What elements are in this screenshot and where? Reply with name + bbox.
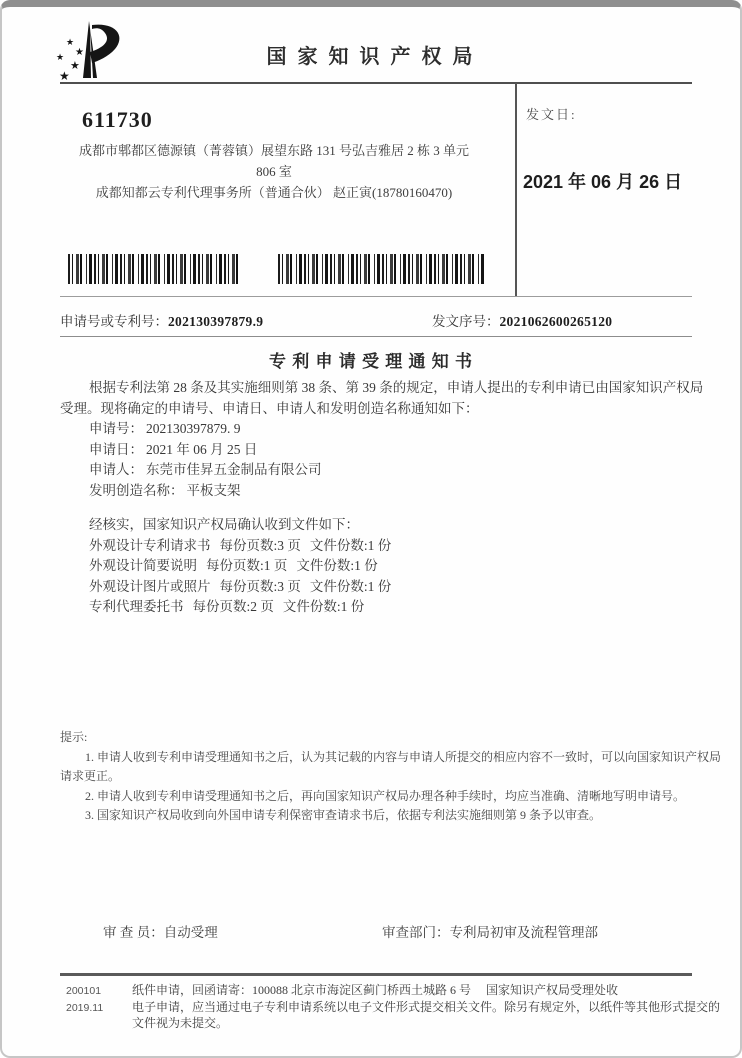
field-invention-title <box>60 481 712 502</box>
examiner-field <box>103 921 218 941</box>
form-code-date: 2019.11 <box>66 1001 104 1014</box>
field-label: 申请日： <box>89 441 143 457</box>
field-applicant <box>60 460 712 481</box>
doc-copies: 文件份数:1 份 <box>309 537 392 553</box>
form-code: 200101 <box>66 985 102 997</box>
field-label: 发明创造名称： <box>89 482 184 498</box>
department-field <box>382 921 598 941</box>
field-label: 申请人： <box>89 462 143 477</box>
barcode-application-number <box>68 254 238 284</box>
serial-number-value: 2021062600265120 <box>499 314 613 329</box>
issue-date-label: 发文日: <box>526 107 577 122</box>
document-body <box>60 378 712 618</box>
postal-code: 611730 <box>82 107 153 132</box>
svg-text:★: ★ <box>70 59 80 72</box>
note-3: 3. 国家知识产权局收到向外国申请专利保密审查请求书后，依据专利法实施细则第 9 条予以审查。 <box>85 808 602 822</box>
doc-name: 外观设计简要说明 <box>89 558 197 573</box>
svg-text:★: ★ <box>56 53 65 63</box>
intro-paragraph-line-2: 受理。现将确定的申请号、申请日、申请人和发明创造名称通知如下： <box>60 400 479 416</box>
note-1-line-1: 1. 申请人收到专利申请受理通知书之后，认为其记载的内容与申请人所提交的相应内容不一致时，可以向国家知识产权局 <box>85 749 722 764</box>
received-document-row <box>60 556 712 577</box>
field-application-date <box>60 440 712 461</box>
serial-number-label: 发文序号： <box>432 314 500 329</box>
note-1-line-2: 请求更正。 <box>60 769 121 783</box>
field-value: 平板支架 <box>186 482 241 498</box>
footer-divider <box>60 973 692 976</box>
doc-pages: 每份页数:2 页 <box>192 599 274 614</box>
examiner-label: 审 查 员： <box>103 925 164 940</box>
department-value: 专利局初审及流程管理部 <box>449 925 598 940</box>
received-document-row <box>60 577 712 598</box>
application-number-value: 202130397879.9 <box>168 314 264 329</box>
field-value: 2021 年 06 月 25 日 <box>146 441 258 457</box>
issue-date-value: 2021 年 06 月 26 日 <box>523 172 683 192</box>
doc-name: 专利代理委托书 <box>89 599 184 614</box>
department-label: 审查部门： <box>382 925 450 940</box>
org-title: 国 家 知 识 产 权 局 <box>266 46 476 68</box>
doc-pages: 每份页数:3 页 <box>219 578 301 594</box>
agency-line: 成都知都云专利代理事务所（普通合伙） 赵正寅(18780160470) <box>95 185 453 200</box>
document-title: 专 利 申 请 受 理 通 知 书 <box>269 352 473 371</box>
address-line-1: 成都市郫都区德源镇（菁蓉镇）展望东路 131 号弘吉雅居 2 栋 3 单元 <box>78 143 469 158</box>
footer-line-1: 纸件申请，回函请寄：100088 北京市海淀区蓟门桥西土城路 6 号 国家知识产权局受理处收 <box>132 983 619 997</box>
barcode-serial-number <box>278 254 486 284</box>
svg-text:★: ★ <box>59 69 70 83</box>
received-document-row <box>60 536 712 557</box>
footer-line-3: 文件视为未提交。 <box>132 1016 229 1030</box>
doc-copies: 文件份数:1 份 <box>309 578 392 594</box>
notes-section <box>60 728 722 826</box>
header-divider <box>60 82 692 84</box>
recipient-address <box>60 140 488 203</box>
footer-instructions <box>132 982 720 1032</box>
field-value: 202130397879. 9 <box>146 421 241 436</box>
field-label: 申请号： <box>89 421 143 436</box>
footer-line-2: 电子申请，应当通过电子专利申请系统以电子文件形式提交相关文件。除另有规定外，以纸件等其他形式提交的 <box>132 999 721 1014</box>
numbers-section-divider <box>60 336 692 337</box>
doc-copies: 文件份数:1 份 <box>296 558 378 573</box>
examiner-value: 自动受理 <box>163 925 218 940</box>
application-number-label: 申请号或专利号： <box>60 314 168 329</box>
application-number <box>60 310 263 330</box>
barcode-row <box>68 254 486 284</box>
confirmation-line: 经核实，国家知识产权局确认收到文件如下： <box>89 517 359 532</box>
field-application-number <box>60 419 712 440</box>
footer-form-codes <box>66 983 103 1016</box>
doc-pages: 每份页数:3 页 <box>219 537 301 553</box>
address-line-2: 806 室 <box>256 164 292 179</box>
received-document-row <box>60 597 712 618</box>
spacer <box>60 501 712 515</box>
svg-text:★: ★ <box>66 38 75 48</box>
intro-paragraph-line-1: 根据专利法第 28 条及其实施细则第 38 条、第 39 条的规定，申请人提出的专利申请已由国家知识产权局 <box>89 380 704 395</box>
doc-name: 外观设计图片或照片 <box>89 578 211 594</box>
note-2: 2. 申请人收到专利申请受理通知书之后，再向国家知识产权局办理各种手续时，均应当准确、清晰地写明申请号。 <box>85 788 686 803</box>
doc-name: 外观设计专利请求书 <box>89 537 211 553</box>
serial-number <box>432 310 612 330</box>
notes-label: 提示: <box>60 730 88 744</box>
address-section-divider <box>60 296 692 297</box>
doc-copies: 文件份数:1 份 <box>282 599 365 614</box>
date-box-divider <box>515 83 517 296</box>
field-value: 东莞市佳昇五金制品有限公司 <box>146 462 322 477</box>
doc-pages: 每份页数:1 页 <box>206 558 288 573</box>
svg-text:★: ★ <box>75 47 84 58</box>
